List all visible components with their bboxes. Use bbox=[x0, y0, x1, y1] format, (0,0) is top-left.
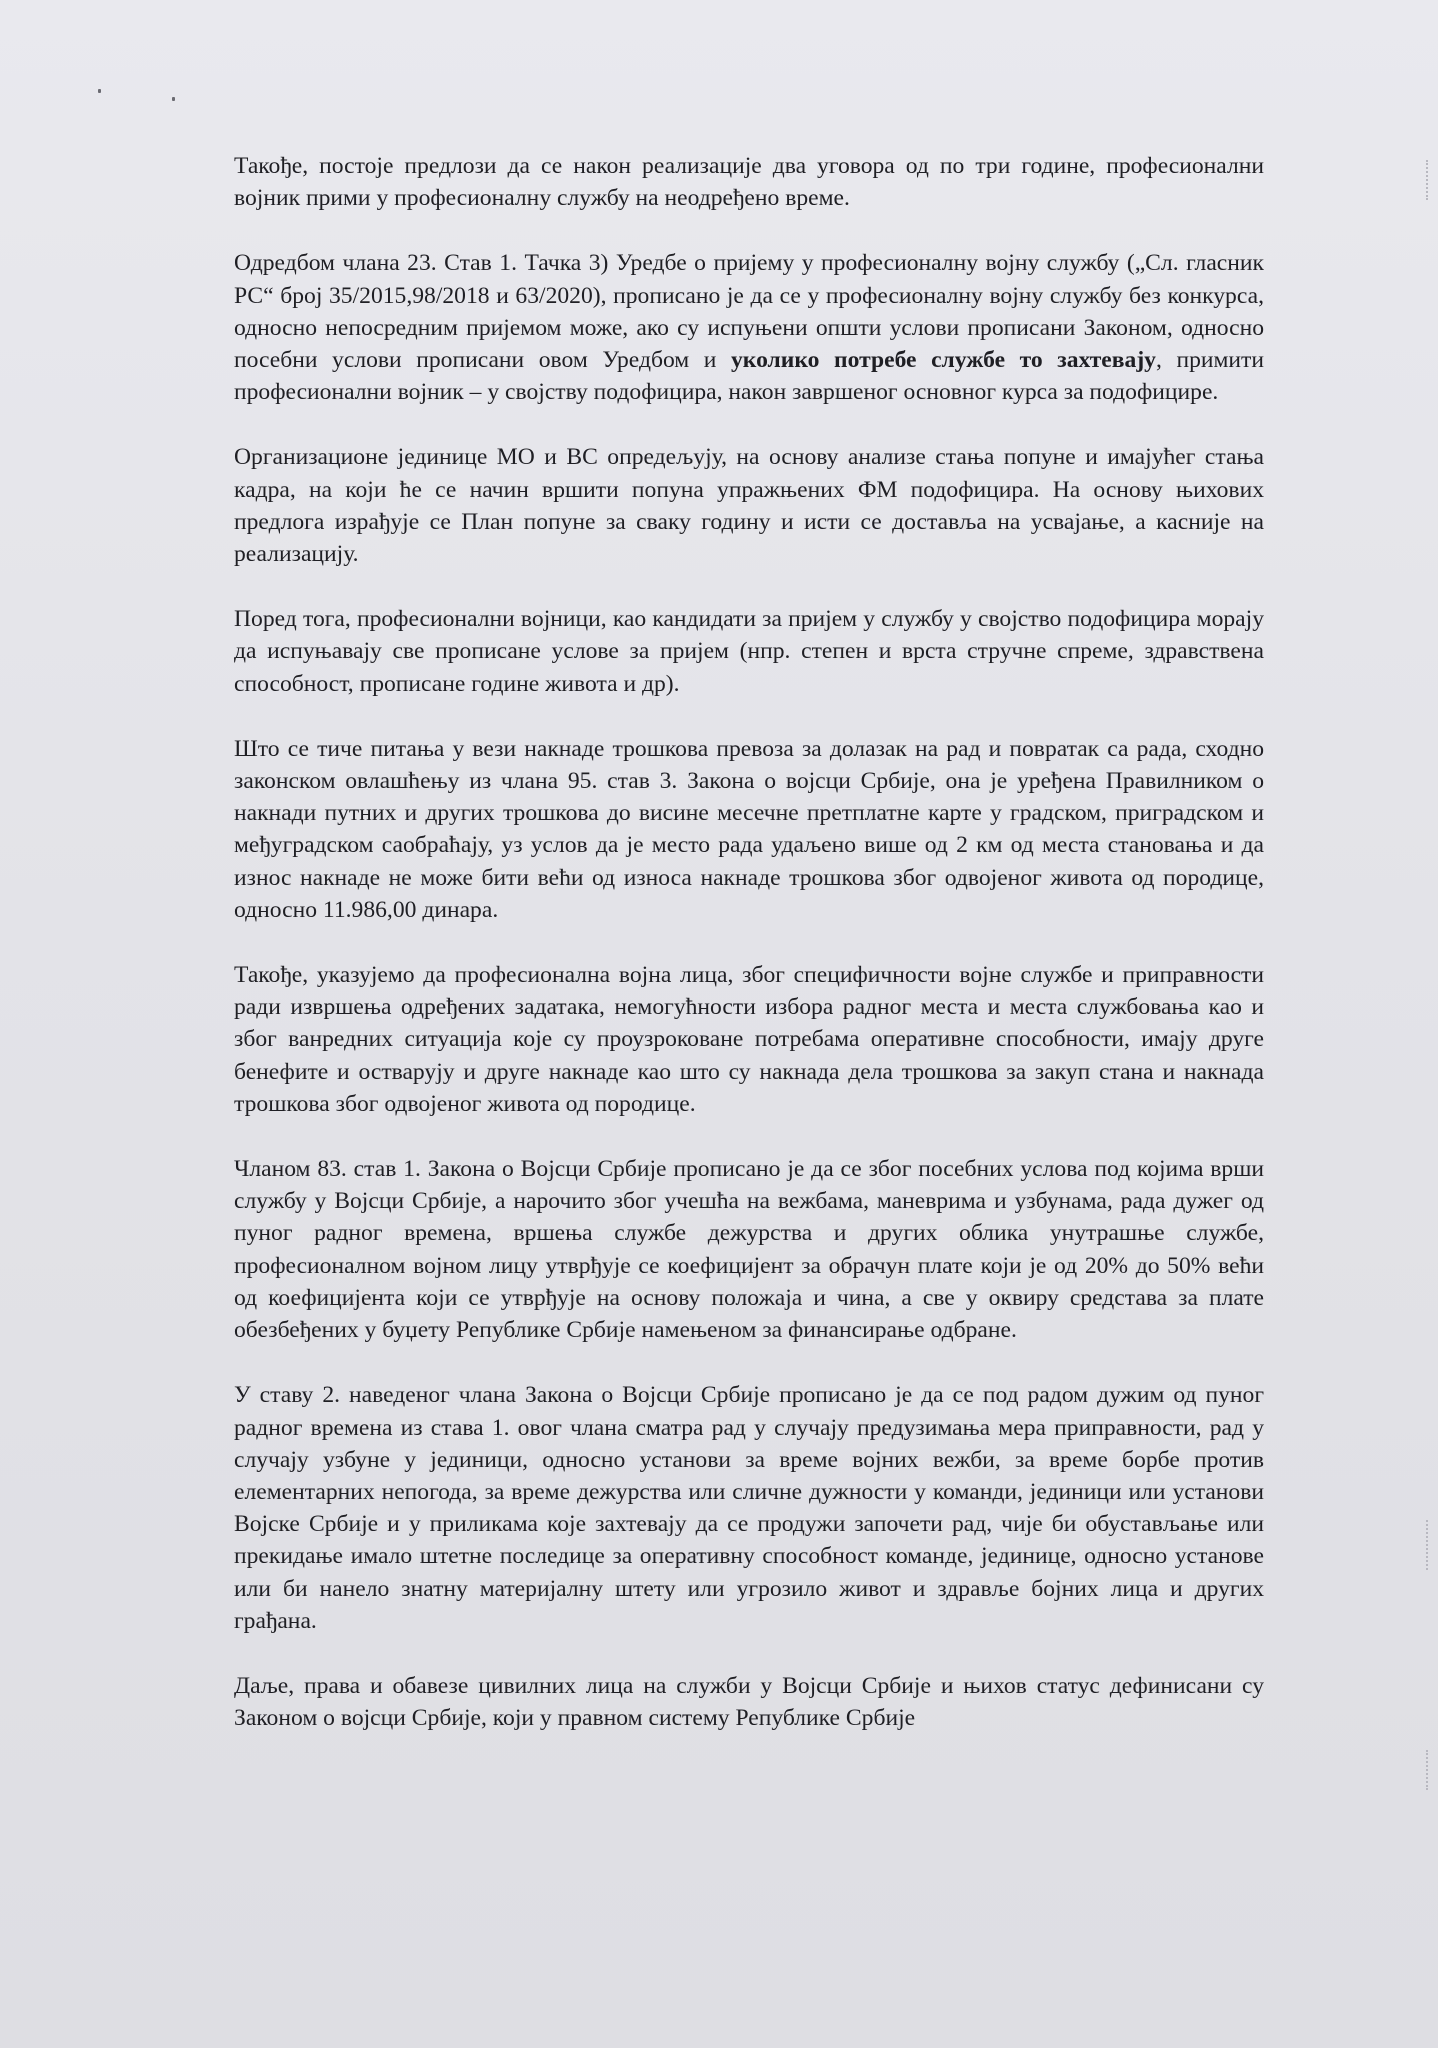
paragraph-proposals: Такође, постоје предлози да се након реализације два уговора од по три године, професионални војник прими у професионалну службу на неодређено време. bbox=[234, 153, 1264, 212]
paragraph-candidate-requirements: Поред тога, професионални војници, као кандидати за пријем у службу у својство подофицира морају да испуњавају све прописане услове за пријем (нпр. степен и врста стручне спреме, здравствена способност, прописане године живота и др). bbox=[234, 606, 1264, 697]
paragraph-article-83: Чланом 83. став 1. Закона о Војсци Србије прописано је да се због посебних услова под којима врши службу у Војсци Србије, а нарочито због учешћа на вежбама, маневрима и узбунама, рада дужег од пуног радног времена, вршења службе дежурства и других облика унутрашње службе, професионалном војном лицу утврђује се коефицијент за обрачун плате који је од 20% до 50% већи од коефицијента који се утврђује на основу положаја и чина, а све у оквиру средстава за плате обезбеђених у буџету Републике Србије намењеном за финансирање одбране. bbox=[234, 1156, 1264, 1344]
paragraph-regulation-article-23 bbox=[234, 247, 1264, 408]
paragraph-text: Одредбом члана 23. Став 1. Тачка 3) Уредбе о пријему у професионалну војну службу („Сл. гласник РС“ број 35/2015,98/2018 и 63/2020), прописано је да се у професионалну војну службу без конкурса, односно непосредним пријемом може, ако су испуњени општи услови прописани Законом, односно посебни услови прописани овом Уредбом и bbox=[234, 250, 1264, 374]
paragraph-article-83-paragraph-2: У ставу 2. наведеног члана Закона о Војсци Србије прописано је да се под радом дужим од пуног радног времена из става 1. овог члана сматра рад у случају предузимања мера приправности, рад у случају узбуне у јединици, односно установи за време војних вежби, за време борбе против елементарних непогода, за време дежурства или сличне дужности у команди, јединици или установи Војске Србије и у приликама које захтевају да се продужи започети рад, чије би обустављање или прекидање имало штетне последице за оперативну способност команде, јединице, односно установе или би нанело знатну материјалну штету или угрозило живот и здравље бојних лица и других грађана. bbox=[234, 1382, 1264, 1634]
scan-speck bbox=[172, 97, 175, 101]
scan-edge-marks bbox=[1426, 1520, 1430, 1570]
emphasized-text: уколико потребе службе то захтевају bbox=[730, 347, 1156, 374]
scan-edge-marks bbox=[1426, 160, 1430, 200]
paragraph-civilian-personnel: Даље, права и обавезе цивилних лица на служби у Војсци Србије и њихов статус дефинисани су Законом о војсци Србије, који у правном систему Републике Србије bbox=[234, 1672, 1264, 1732]
document-body bbox=[234, 150, 1264, 1767]
paragraph-benefits: Такође, указујемо да професионална војна лица, због специфичности војне службе и приправности ради извршења одређених задатака, немогућности избора радног места и места службовања као и због ванредних ситуација које су проузроковане потребама оперативне способности, имају друге бенефите и остварују и друге накнаде као што су накнада дела трошкова за закуп стана и накнада трошкова због одвојеног живота од породице. bbox=[234, 962, 1264, 1117]
paragraph-organizational-units: Организационе јединице МО и ВС опредељују, на основу анализе стања попуне и имајућег стања кадра, на који ће се начин вршити попуна упражњених ФМ подофицира. На основу њихових предлога израђује се План попуне за сваку годину и исти се доставља на усвајање, а касније на реализацију. bbox=[234, 444, 1264, 568]
scan-speck bbox=[98, 89, 101, 93]
paragraph-text: , примити професионални војник – у својству подофицира, након завршеног основног курса за подофицире. bbox=[234, 347, 1264, 406]
paragraph-transport-costs: Што се тиче питања у вези накнаде трошкова превоза за долазак на рад и повратак са рада, сходно законском овлашћењу из члана 95. став 3. Закона о војсци Србије, она је уређена Правилником о накнади путних и других трошкова до висине месечне претплатне карте у градском, приградском и међуградском саобраћају, уз услов да је место рада удаљено више од 2 км од места становања и да износ накнаде не може бити већи од износа накнаде трошкова због одвојеног живота од породице, односно 11.986,00 динара. bbox=[234, 735, 1264, 923]
scan-edge-marks bbox=[1426, 1750, 1430, 1790]
